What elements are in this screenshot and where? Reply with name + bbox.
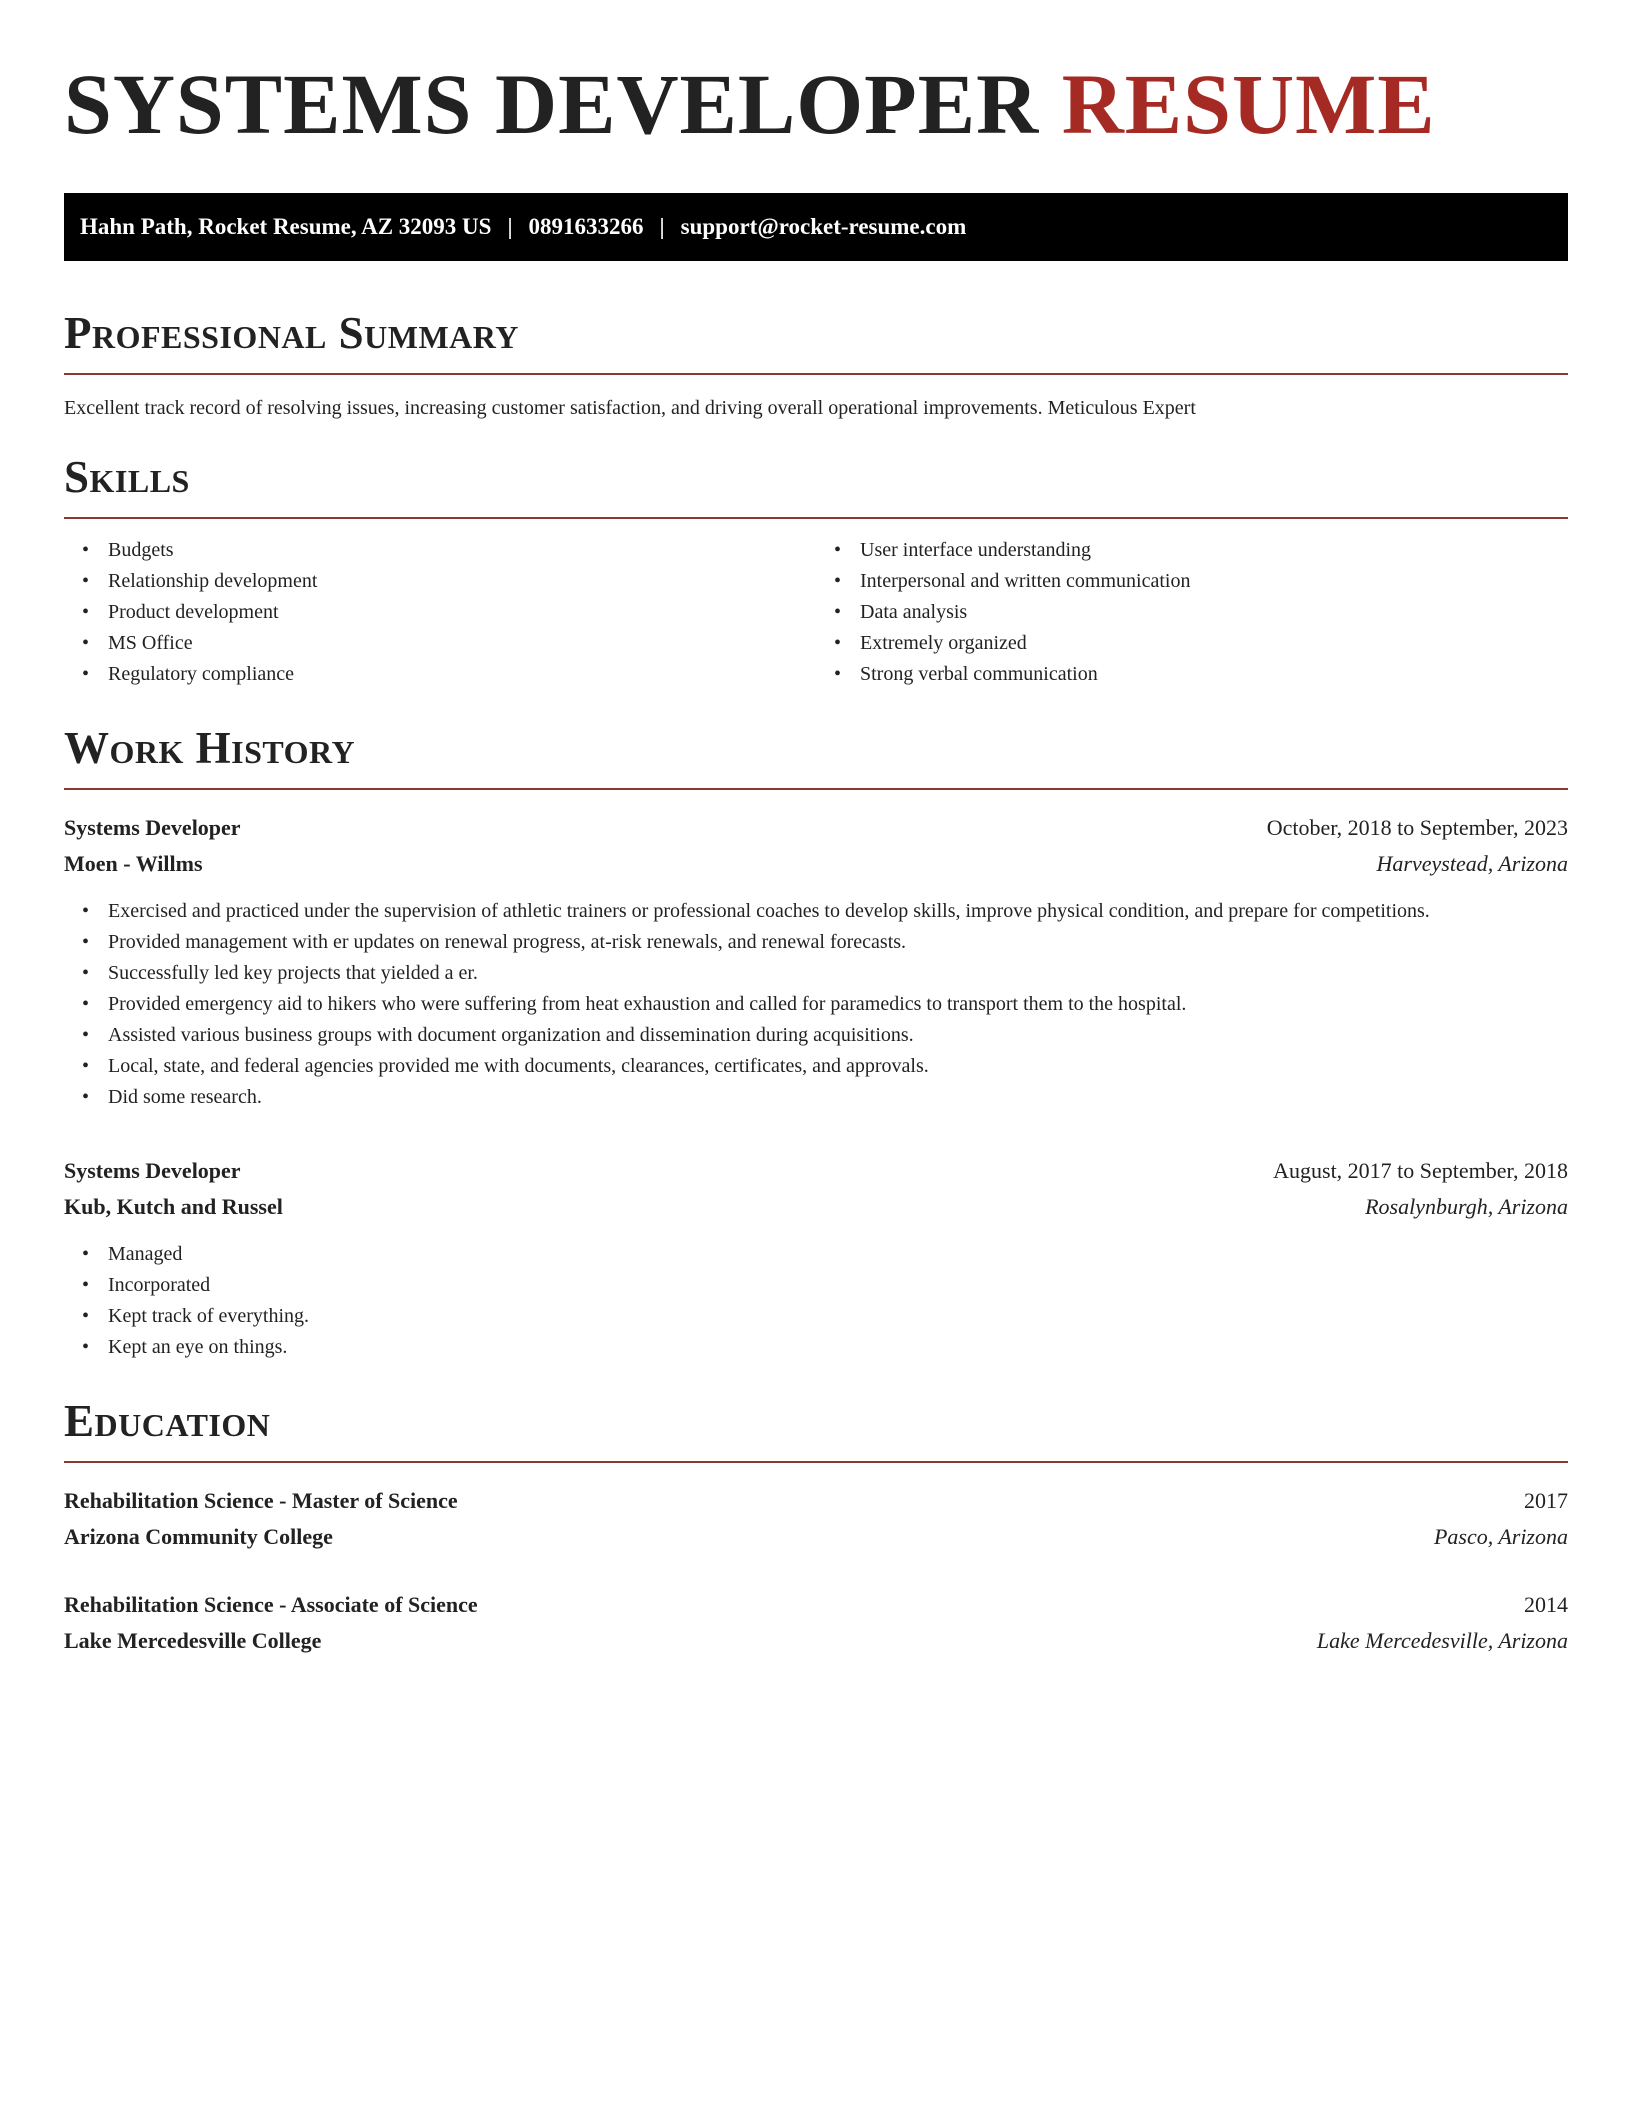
job-header-row bbox=[64, 810, 1568, 846]
job-title: Systems Developer bbox=[64, 1158, 241, 1183]
skills-heading: Skills bbox=[64, 452, 190, 502]
contact-bar bbox=[64, 193, 1568, 261]
job-bullet: • Provided emergency aid to hikers who were suffering from heat exhaustion and called for paramedics to transport them to the hospital. bbox=[108, 989, 1568, 1020]
title-accent: RESUME bbox=[1061, 56, 1436, 152]
education-degree: Rehabilitation Science - Associate of Science bbox=[64, 1592, 478, 1617]
job-company-row bbox=[64, 1189, 1568, 1225]
contact-phone: 0891633266 bbox=[528, 214, 644, 239]
job-bullets bbox=[64, 1239, 1568, 1363]
skills-column-right bbox=[816, 535, 1568, 690]
section-divider bbox=[64, 373, 1568, 375]
job-bullet: • Managed bbox=[108, 1239, 1568, 1270]
education-entry bbox=[64, 1587, 1568, 1659]
job-company: Kub, Kutch and Russel bbox=[64, 1194, 283, 1219]
job-dates: October, 2018 to September, 2023 bbox=[1266, 815, 1568, 840]
contact-address: Hahn Path, Rocket Resume, AZ 32093 US bbox=[80, 214, 492, 239]
skill-item: • User interface understanding bbox=[860, 535, 1568, 566]
job-bullet: • Kept track of everything. bbox=[108, 1301, 1568, 1332]
job-bullets bbox=[64, 896, 1568, 1113]
education-heading: Education bbox=[64, 1396, 271, 1446]
job-title: Systems Developer bbox=[64, 815, 241, 840]
job-entry bbox=[64, 1153, 1568, 1363]
education-school-row bbox=[64, 1519, 1568, 1555]
job-header-row bbox=[64, 1153, 1568, 1189]
job-dates: August, 2017 to September, 2018 bbox=[1273, 1158, 1568, 1183]
section-divider bbox=[64, 788, 1568, 790]
job-location: Harveystead, Arizona bbox=[1376, 851, 1568, 876]
education-degree-row bbox=[64, 1483, 1568, 1519]
skill-item: • Product development bbox=[108, 597, 816, 628]
job-bullet: • Successfully led key projects that yielded a er. bbox=[108, 958, 1568, 989]
job-bullet: • Local, state, and federal agencies provided me with documents, clearances, certificates, and approvals. bbox=[108, 1051, 1568, 1082]
job-entry bbox=[64, 810, 1568, 1113]
skills-column-left bbox=[64, 535, 816, 690]
title-main: SYSTEMS DEVELOPER bbox=[64, 56, 1040, 152]
skill-item: • Relationship development bbox=[108, 566, 816, 597]
summary-heading: Professional Summary bbox=[64, 308, 519, 358]
skill-item: • Data analysis bbox=[860, 597, 1568, 628]
job-bullet: • Provided management with er updates on renewal progress, at-risk renewals, and renewal forecasts. bbox=[108, 927, 1568, 958]
section-divider bbox=[64, 517, 1568, 519]
contact-separator: | bbox=[659, 214, 665, 239]
summary-text: Excellent track record of resolving issues, increasing customer satisfaction, and driving overall operational improvements. Meticulous Expert bbox=[64, 397, 1196, 419]
skill-item: • Extremely organized bbox=[860, 628, 1568, 659]
job-bullet: • Incorporated bbox=[108, 1270, 1568, 1301]
work-history-heading: Work History bbox=[64, 723, 356, 773]
education-section bbox=[64, 1393, 1568, 1659]
education-year: 2014 bbox=[1524, 1592, 1568, 1617]
education-location: Lake Mercedesville, Arizona bbox=[1316, 1628, 1568, 1653]
job-company-row bbox=[64, 846, 1568, 882]
education-year: 2017 bbox=[1524, 1488, 1568, 1513]
skills-grid bbox=[64, 535, 1568, 690]
job-company: Moen - Willms bbox=[64, 851, 203, 876]
skill-item: • Budgets bbox=[108, 535, 816, 566]
skill-item: • Interpersonal and written communication bbox=[860, 566, 1568, 597]
resume-title bbox=[64, 56, 1568, 152]
contact-email: support@rocket-resume.com bbox=[680, 214, 967, 239]
education-school: Arizona Community College bbox=[64, 1524, 333, 1549]
education-degree: Rehabilitation Science - Master of Science bbox=[64, 1488, 458, 1513]
job-bullet: • Did some research. bbox=[108, 1082, 1568, 1113]
section-divider bbox=[64, 1461, 1568, 1463]
job-location: Rosalynburgh, Arizona bbox=[1365, 1194, 1568, 1219]
education-entry bbox=[64, 1483, 1568, 1555]
job-bullet: • Exercised and practiced under the supervision of athletic trainers or professional coaches to develop skills, improve physical condition, and prepare for competitions. bbox=[108, 896, 1568, 927]
skill-item: • MS Office bbox=[108, 628, 816, 659]
skills-section bbox=[64, 449, 1568, 690]
contact-separator: | bbox=[507, 214, 513, 239]
education-school: Lake Mercedesville College bbox=[64, 1628, 322, 1653]
job-bullet: • Assisted various business groups with document organization and dissemination during acquisitions. bbox=[108, 1020, 1568, 1051]
skill-item: • Regulatory compliance bbox=[108, 659, 816, 690]
education-degree-row bbox=[64, 1587, 1568, 1623]
work-history-section bbox=[64, 720, 1568, 1363]
education-location: Pasco, Arizona bbox=[1433, 1524, 1568, 1549]
job-bullet: • Kept an eye on things. bbox=[108, 1332, 1568, 1363]
summary-section bbox=[64, 305, 1568, 423]
education-school-row bbox=[64, 1623, 1568, 1659]
skill-item: • Strong verbal communication bbox=[860, 659, 1568, 690]
